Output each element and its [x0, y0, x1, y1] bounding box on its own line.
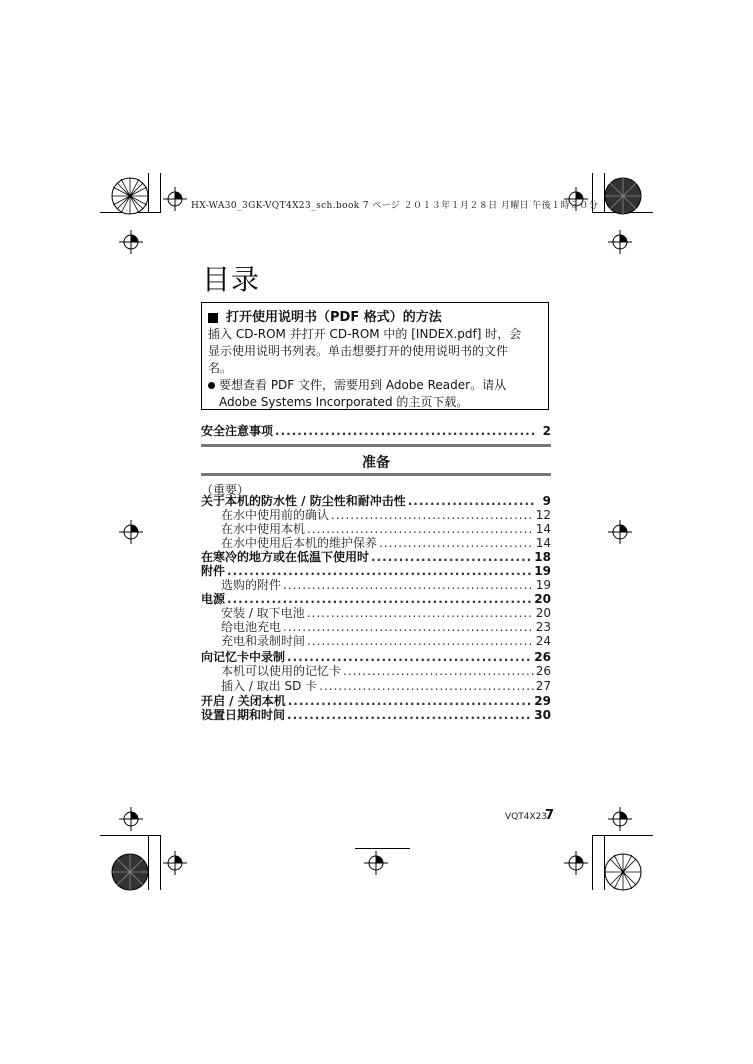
- toc-label: 在水中使用后本机的维护保养: [221, 536, 378, 550]
- info-box-line: 插入 CD-ROM 并打开 CD-ROM 中的 [INDEX.pdf] 时，会: [208, 327, 522, 341]
- starburst-mark-icon: [603, 852, 643, 892]
- toc-label: 关于本机的防水性 / 防尘性和耐冲击性: [201, 494, 406, 508]
- info-box-bullet-continuation: Adobe Systems Incorporated 的主页下载。: [219, 395, 469, 409]
- toc-page: 20: [534, 592, 551, 606]
- toc-label: 设置日期和时间: [201, 708, 286, 722]
- toc-page: 27: [535, 679, 551, 693]
- crop-line: [592, 835, 593, 890]
- toc-entry[interactable]: [221, 578, 551, 592]
- document-code: VQT4X23: [505, 812, 548, 822]
- toc-page: 18: [534, 550, 551, 564]
- toc-label: 安全注意事项: [201, 424, 274, 438]
- important-note: （重要）: [201, 483, 250, 497]
- toc-leader: [307, 634, 534, 648]
- toc-entry[interactable]: [201, 592, 551, 606]
- page-number: 7: [545, 808, 555, 823]
- toc-label: 安装 / 取下电池: [221, 606, 305, 620]
- crosshair-mark-icon: [119, 520, 143, 544]
- info-box-bullet: [208, 377, 542, 394]
- toc-leader: [408, 494, 535, 508]
- toc-leader: [283, 620, 534, 634]
- bullet-dot-icon: [208, 382, 215, 389]
- page-title: 目录: [202, 263, 261, 296]
- print-info-header: HX-WA30_3GK-VQT4X23_sch.book 7 ページ ２０１３年１月２８日 月曜日 午後１時３０分: [191, 201, 599, 211]
- toc-entry[interactable]: [201, 494, 551, 508]
- crosshair-mark-icon: [564, 851, 588, 875]
- toc-entry[interactable]: [221, 522, 551, 536]
- toc-page: 12: [535, 508, 551, 522]
- toc-page: 20: [535, 606, 551, 620]
- toc-leader: [287, 708, 532, 722]
- toc-entry[interactable]: [221, 634, 551, 648]
- toc-page: 23: [535, 620, 551, 634]
- toc-entry[interactable]: [201, 550, 551, 564]
- toc-entry[interactable]: [201, 694, 551, 708]
- toc-leader: [307, 606, 534, 620]
- toc-page: 19: [534, 564, 551, 578]
- crop-line: [160, 173, 161, 213]
- toc-page: 2: [542, 424, 551, 438]
- toc-page: 24: [535, 634, 551, 648]
- toc-entry[interactable]: [221, 620, 551, 634]
- toc-label: 在水中使用前的确认: [221, 508, 330, 522]
- section-rule-top: [201, 444, 551, 447]
- info-box-heading-text: 打开使用说明书（PDF 格式）的方法: [226, 310, 442, 325]
- crosshair-mark-icon: [163, 187, 187, 211]
- crosshair-mark-icon: [608, 520, 632, 544]
- toc-leader: [287, 650, 532, 664]
- toc-entry[interactable]: [221, 508, 551, 522]
- toc-label: 选购的附件: [221, 578, 282, 592]
- toc-leader: [379, 536, 534, 550]
- toc-entry[interactable]: [201, 650, 551, 664]
- info-box-heading: [208, 309, 542, 326]
- toc-page: 30: [534, 708, 551, 722]
- toc-entry[interactable]: [221, 664, 551, 678]
- toc-page: 9: [542, 494, 551, 508]
- crosshair-mark-icon: [163, 851, 187, 875]
- toc-label: 本机可以使用的记忆卡: [221, 664, 342, 678]
- crosshair-mark-icon: [119, 807, 143, 831]
- toc-leader: [331, 508, 534, 522]
- toc-leader: [343, 664, 534, 678]
- toc-entry[interactable]: [201, 564, 551, 578]
- starburst-mark-icon: [110, 852, 150, 892]
- toc-leader: [283, 578, 534, 592]
- toc-entry-safety[interactable]: [201, 424, 551, 438]
- section-rule-bottom: [201, 473, 551, 476]
- crosshair-mark-icon: [119, 230, 143, 254]
- crop-line: [160, 835, 161, 890]
- toc-label: 充电和录制时间: [221, 634, 306, 648]
- toc-label: 在寒冷的地方或在低温下使用时: [201, 550, 370, 564]
- toc-entry[interactable]: [221, 606, 551, 620]
- toc-leader: [307, 522, 534, 536]
- toc-label: 附件: [201, 564, 226, 578]
- pdf-instructions-box: [201, 302, 549, 410]
- toc-entry[interactable]: [221, 536, 551, 550]
- toc-label: 在水中使用本机: [221, 522, 306, 536]
- info-box-bullet-text: 要想查看 PDF 文件，需要用到 Adobe Reader。请从: [219, 378, 507, 392]
- toc-leader: [227, 592, 532, 606]
- toc-leader: [227, 564, 532, 578]
- toc-page: 29: [534, 694, 551, 708]
- toc-entry[interactable]: [201, 708, 551, 722]
- info-box-line: 显示使用说明书列表。单击想要打开的使用说明书的文件: [208, 344, 509, 358]
- toc-leader: [371, 550, 532, 564]
- toc-label: 给电池充电: [221, 620, 282, 634]
- crosshair-mark-icon: [364, 851, 388, 875]
- square-bullet-icon: [208, 313, 218, 323]
- crop-line: [100, 835, 161, 836]
- info-box-line: 名。: [208, 361, 233, 375]
- toc-label: 开启 / 关闭本机: [201, 694, 286, 708]
- toc-entry[interactable]: [221, 679, 551, 693]
- crosshair-mark-icon: [608, 230, 632, 254]
- crop-line: [592, 835, 653, 836]
- toc-page: 26: [535, 664, 551, 678]
- toc-page: 14: [535, 522, 551, 536]
- toc-leader: [275, 424, 535, 438]
- toc-leader: [288, 694, 533, 708]
- toc-label: 向记忆卡中录制: [201, 650, 286, 664]
- toc-page: 14: [535, 536, 551, 550]
- crop-line: [355, 848, 410, 849]
- toc-label: 电源: [201, 592, 226, 606]
- toc-page: 19: [535, 578, 551, 592]
- crosshair-mark-icon: [608, 807, 632, 831]
- section-title: 准备: [362, 455, 390, 471]
- toc-label: 插入 / 取出 SD 卡: [221, 679, 318, 693]
- starburst-mark-icon: [110, 176, 150, 216]
- toc-page: 26: [534, 650, 551, 664]
- toc-leader: [319, 679, 534, 693]
